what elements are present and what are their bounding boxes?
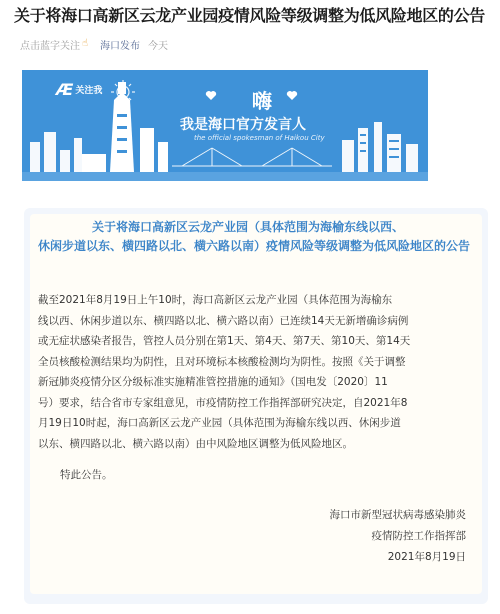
notice-body-line: 全员核酸检测结果均为阴性，且对环境标本核酸检测均为阴性。按照《关于调整: [38, 355, 406, 368]
banner-slogan-en: the official spokesman of Haikou City: [194, 134, 325, 142]
notice-title: [38, 218, 471, 256]
banner-slogan: 我是海口官方发言人: [180, 117, 306, 133]
notice-body-line: 以东、横四路以北、横六路以南）由中风险地区调整为低风险地区。: [38, 437, 353, 450]
notice-title-line: 关于将海口高新区云龙产业园（具体范围为海榆东线以西、: [91, 220, 404, 234]
notice-body-line: 或无症状感染者报告，管控人员分别在第1天、第4天、第7天、第10天、第14天: [38, 335, 411, 347]
haikou-logo-icon: Æ: [56, 80, 74, 99]
notice-body-line: 截至2021年8月19日上午10时，海口高新区云龙产业园（具体范围为海榆东: [38, 294, 393, 306]
notice-body: [38, 290, 474, 454]
publish-date: 今天: [148, 40, 168, 52]
follow-logo: [56, 80, 102, 99]
heart-icon: [287, 91, 297, 100]
notice-body-line: 月19日10时起，海口高新区云龙产业园（具体范围为海榆东线以西、休闲步道: [38, 417, 401, 429]
follow-prompt[interactable]: 点击蓝字关注: [20, 40, 80, 52]
notice-body-line: 号）要求，结合省市专家组意见，市疫情防控工作指挥部研究决定，自2021年8: [38, 396, 408, 409]
article-title: 关于将海口高新区云龙产业园疫情风险等级调整为低风险地区的公告: [14, 6, 486, 25]
heart-icon: [206, 91, 216, 100]
notice-title-line: 休闲步道以东、横四路以北、横六路以南）疫情风险等级调整为低风险地区的公告: [38, 239, 471, 253]
banner-hi: 嗨: [252, 89, 272, 113]
notice-closing: 特此公告。: [60, 469, 113, 481]
signed-date: 2021年8月19日: [387, 551, 466, 563]
notice-body-line: 新冠肺炎疫情分区分级标准实施精准管控措施的通知》（国电发〔2020〕11: [38, 376, 388, 388]
pointing-hand-icon: ☝: [82, 38, 89, 49]
account-name-link[interactable]: 海口发布: [100, 40, 140, 52]
logo-text: 关注我: [75, 86, 103, 96]
signatory-line1: 海口市新型冠状病毒感染肺炎: [329, 509, 466, 521]
signatory-line2: 疫情防控工作指挥部: [371, 530, 466, 542]
article-meta: [20, 36, 168, 52]
notice-body-line: 线以西、休闲步道以东、横四路以北、横六路以南）已连续14天无新增确诊病例: [38, 314, 409, 327]
header-banner: [22, 70, 428, 181]
